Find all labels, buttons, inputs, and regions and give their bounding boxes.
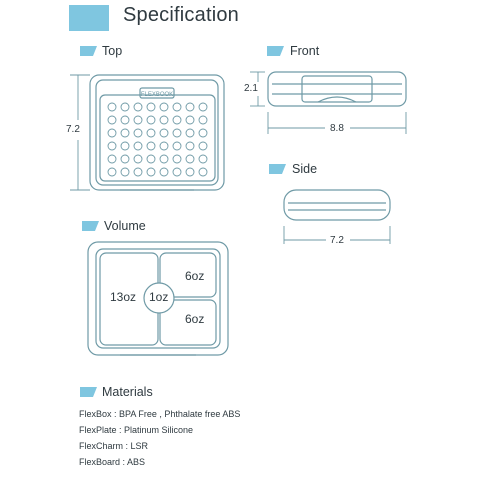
section-label-materials: Materials: [102, 385, 153, 399]
material-item: FlexCharm : LSR: [79, 441, 149, 451]
section-label-side: Side: [292, 162, 318, 176]
material-item: FlexBox : BPA Free , Phthalate free ABS: [79, 409, 241, 419]
top-height-label: 7.2: [66, 124, 80, 135]
material-item: FlexPlate : Platinum Silicone: [79, 425, 194, 435]
front-view-drawing: [268, 72, 406, 106]
section-label-top: Top: [102, 44, 123, 58]
section-label-front: Front: [290, 44, 320, 58]
front-dimensions: [250, 72, 406, 134]
side-width-label: 7.2: [330, 235, 344, 246]
volume-bottom-right-label: 6oz: [185, 312, 205, 326]
volume-top-right-label: 6oz: [185, 269, 205, 283]
top-dot-grid: [108, 103, 207, 176]
front-width-label: 8.8: [330, 123, 344, 134]
section-label-volume: Volume: [104, 219, 146, 233]
volume-center-label: 1oz: [149, 290, 169, 304]
side-view-drawing: [284, 190, 390, 220]
page-title: Specification: [123, 4, 239, 26]
volume-large-label: 13oz: [110, 290, 137, 304]
front-height-label: 2.1: [244, 83, 258, 94]
material-item: FlexBoard : ABS: [79, 457, 146, 467]
logo-text: FLEXBOOK: [140, 92, 174, 98]
